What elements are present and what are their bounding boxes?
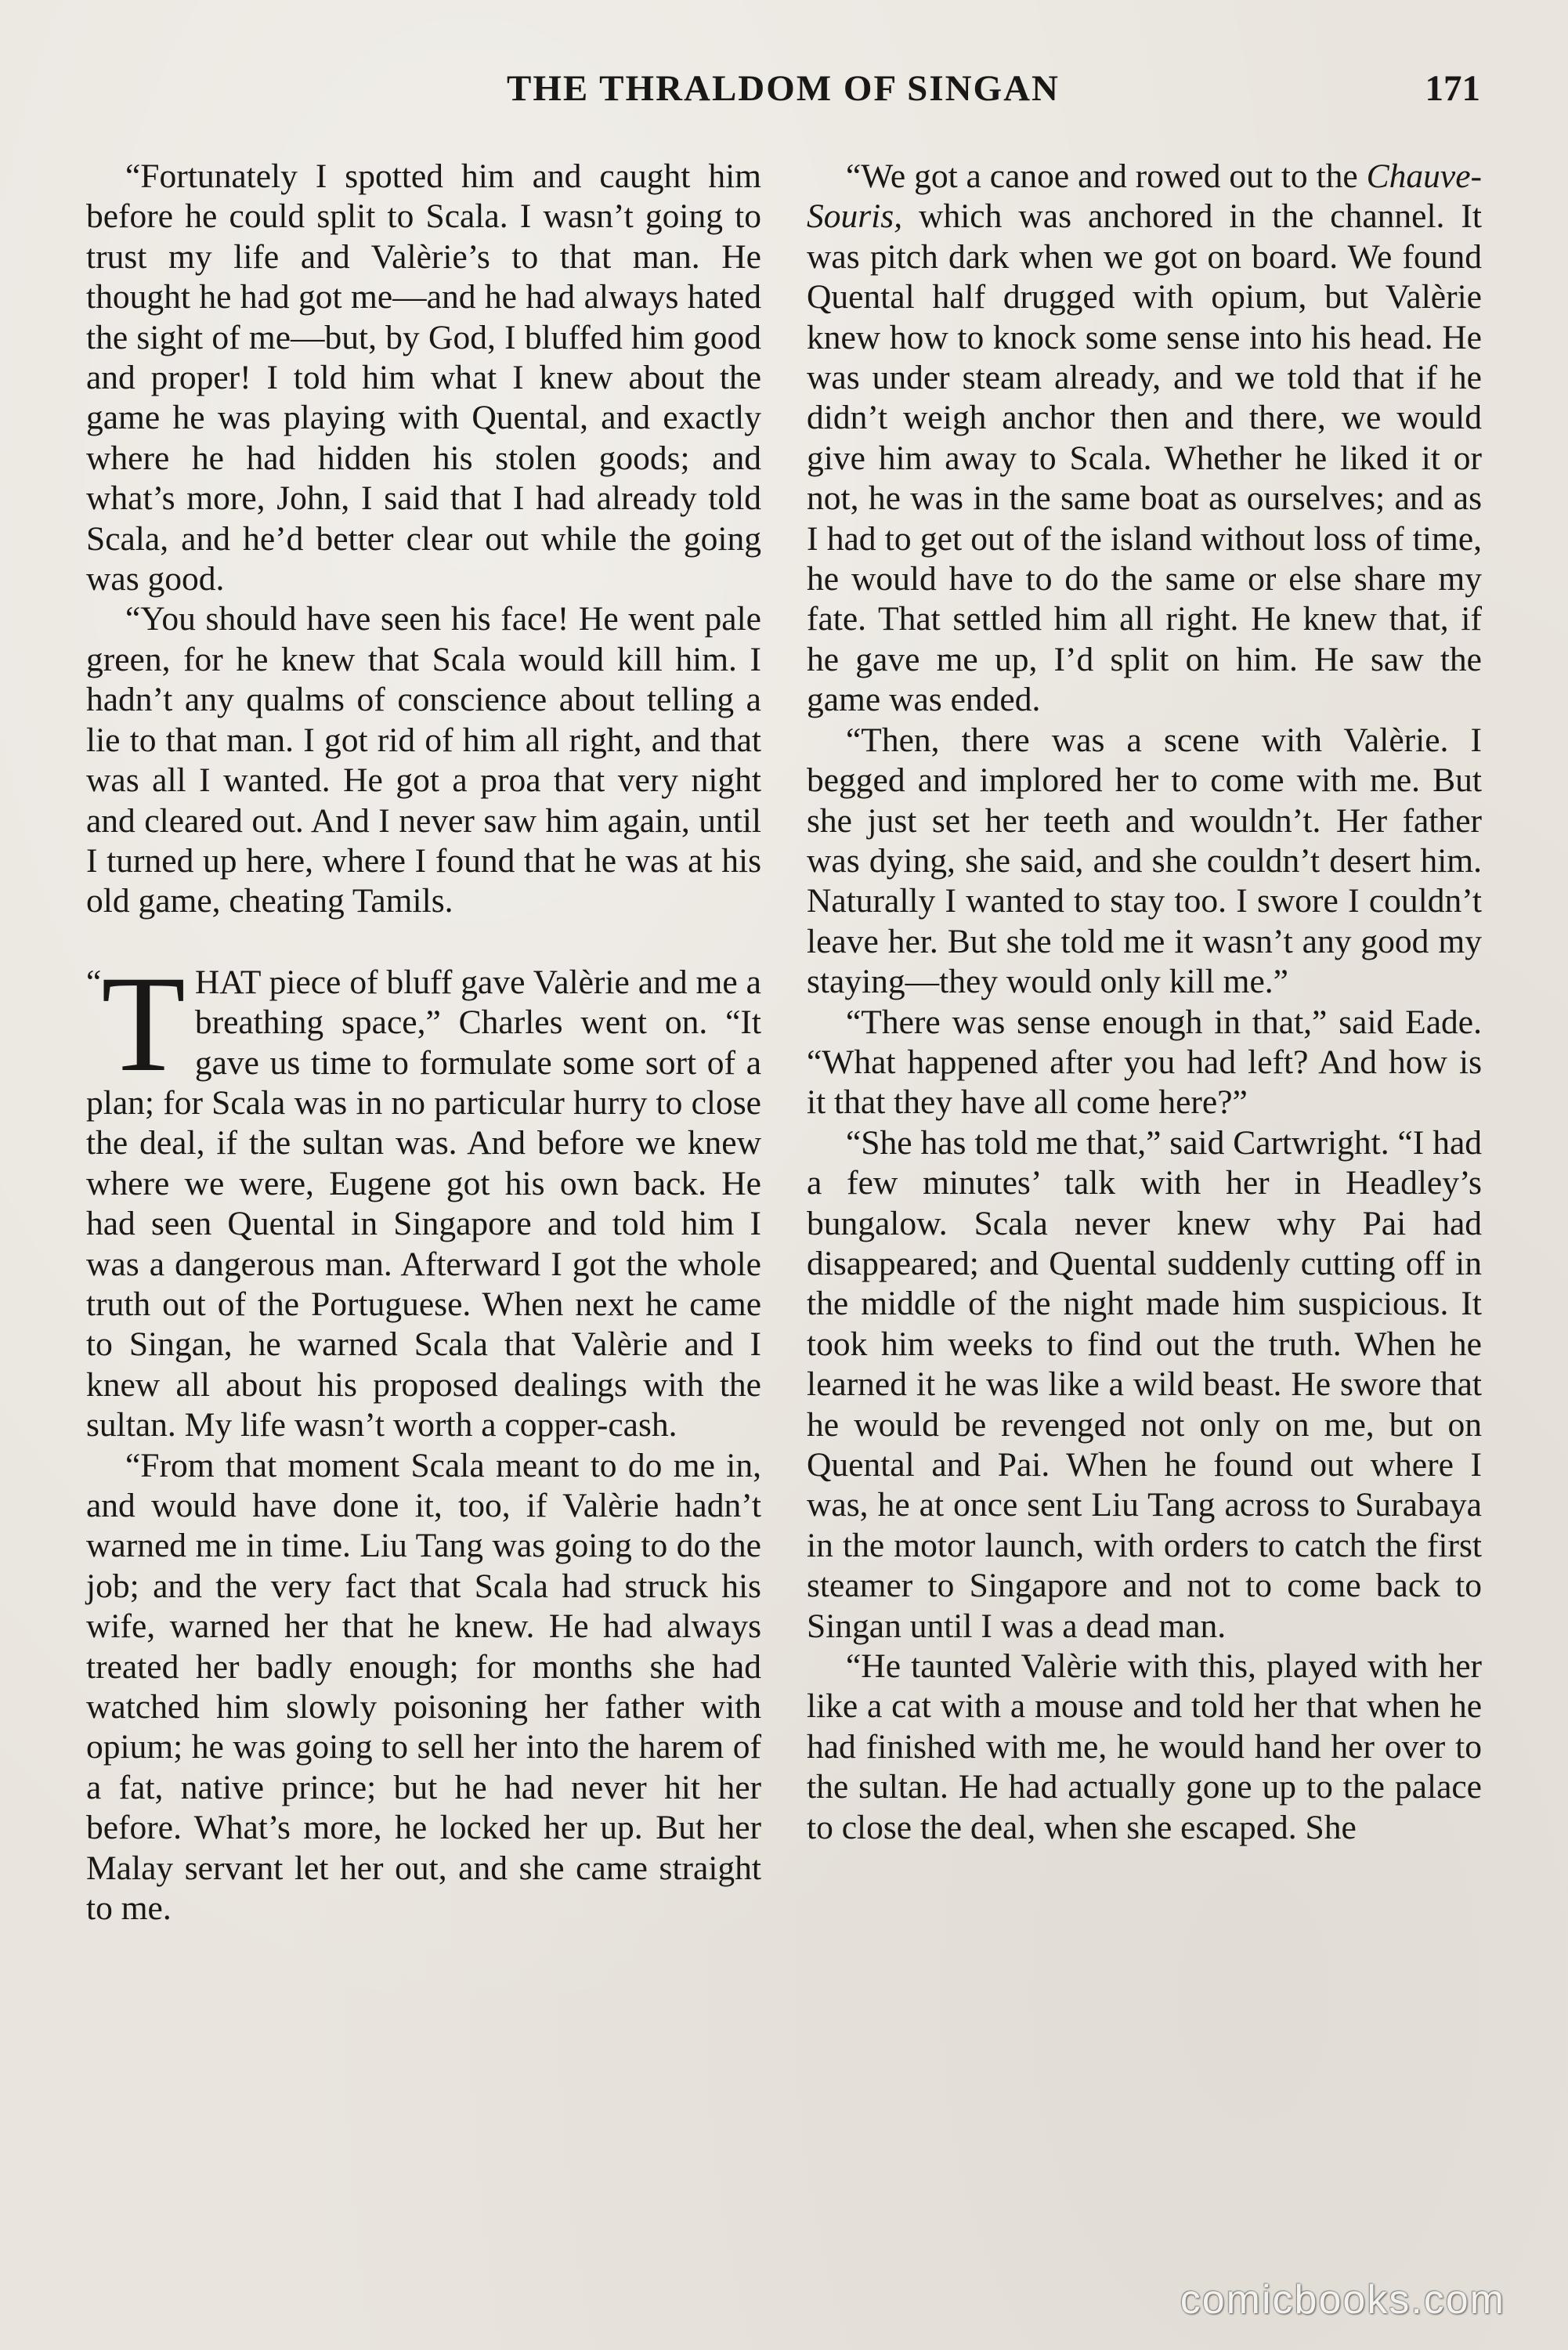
running-header (86, 67, 1480, 122)
left-column (86, 157, 761, 1929)
paragraph: “From that moment Scala meant to do me in, and would have done it, too, if Valèrie hadn’t warned me in time. Liu Tang was going to do the job; and the very fact that Scala had struck his wife, warned her that he knew. He had always treated her badly enough; for months she had watched him slowly poisoning her father with opium; he was going to sell her into the harem of a fat, native prince; but he had never hit her before. What’s more, he locked her up. But her Malay servant let her out, and she came straight to me. (86, 1446, 761, 1928)
page-number: 171 (1425, 68, 1480, 109)
paragraph: “Fortunately I spotted him and caught him before he could split to Scala. I wasn’t going to trust my life and Valèrie’s to that man. He thought he had got me—and he had always hated the sight of me—but, by God, I bluffed him good and proper! I told him what I knew about the game he was playing with Quental, and exactly where he had hidden his stolen goods; and what’s more, John, I said that I had already told Scala, and he’d better clear out while the going was good. (86, 157, 761, 598)
paragraph: “Then, there was a scene with Valèrie. I begged and implored her to come with me. But she just set her teeth and wouldn’t. Her father was dying, she said, and she couldn’t desert him. Naturally I wanted to stay too. I swore I couldn’t leave her. But she told me it wasn’t any good my staying—they would only kill me.” (807, 721, 1482, 1001)
dropcap-quote: “ (86, 963, 102, 1001)
paragraph-text: “We got a canoe and rowed out to the (846, 157, 1367, 195)
paragraph-text: which was anchored in the channel. It was pitch dark when we got on board. We found Quental half drugged with opium, but Valèrie knew how to knock some sense into his head. He was under steam already, and we told that if he didn’t weigh anchor then and there, we would give him away to Scala. Whether he liked it or not, he was in the same boat as ourselves; and as I had to get out of the island without loss of time, he would have to do the same or else share my fate. That settled him all right. He knew that, if he gave me up, I’d split on him. He saw the game was ended. (807, 197, 1482, 719)
page-title: THE THRALDOM OF SINGAN (507, 68, 1060, 109)
paragraph (807, 157, 1482, 721)
paragraph: “She has told me that,” said Cartwright. “I had a few minutes’ talk with her in Headley’s bungalow. Scala never knew why Pai had disappeared; and Quental suddenly cutting off in the middle of the night made him suspicious. It took him weeks to find out the truth. When he learned it he was like a wild beast. He swore that he would be revenged not only on me, but on Quental and Pai. When he found out where I was, he at once sent Liu Tang across to Surabaya in the motor launch, with orders to catch the first steamer to Singapore and not to come back to Singan until I was a dead man. (807, 1123, 1482, 1645)
paragraph: “You should have seen his face! He went pale green, for he knew that Scala would kill him. I hadn’t any qualms of conscience about telling a lie to that man. I got rid of him all right, and that was all I wanted. He got a proa that very night and cleared out. And I never saw him again, until I turned up here, where I found that he was at his old game, cheating Tamils. (86, 600, 761, 920)
right-column (807, 157, 1482, 1848)
paragraph: “He taunted Valèrie with this, played with her like a cat with a mouse and told her that when he had finished with me, he would hand her over to the sultan. He had actually gone up to the palace to close the deal, when she escaped. She (807, 1647, 1482, 1846)
dropcap-letter: T (101, 947, 186, 1101)
paragraph: “There was sense enough in that,” said Eade. “What happened after you had left? And how is it that they have all come here?” (807, 1003, 1482, 1122)
ship-name: Chauve-Souris, (807, 157, 1482, 236)
watermark: comicbooks.com (1180, 2277, 1505, 2323)
dropcap-paragraph (86, 947, 761, 1446)
paragraph-text: HAT piece of bluff gave Valèrie and me a breathing space,” Charles went on. “It gave us time to formulate some sort of a plan; for Scala was in no particular hurry to close the deal, if the sultan was. And before we knew where we were, Eugene got his own back. He had seen Quental in Singapore and told him I was a dangerous man. Afterward I got the whole truth out of the Portuguese. When next he came to Singan, he warned Scala that Valèrie and I knew all about his proposed dealings with the sultan. My life wasn’t worth a copper-cash. (86, 963, 761, 1444)
